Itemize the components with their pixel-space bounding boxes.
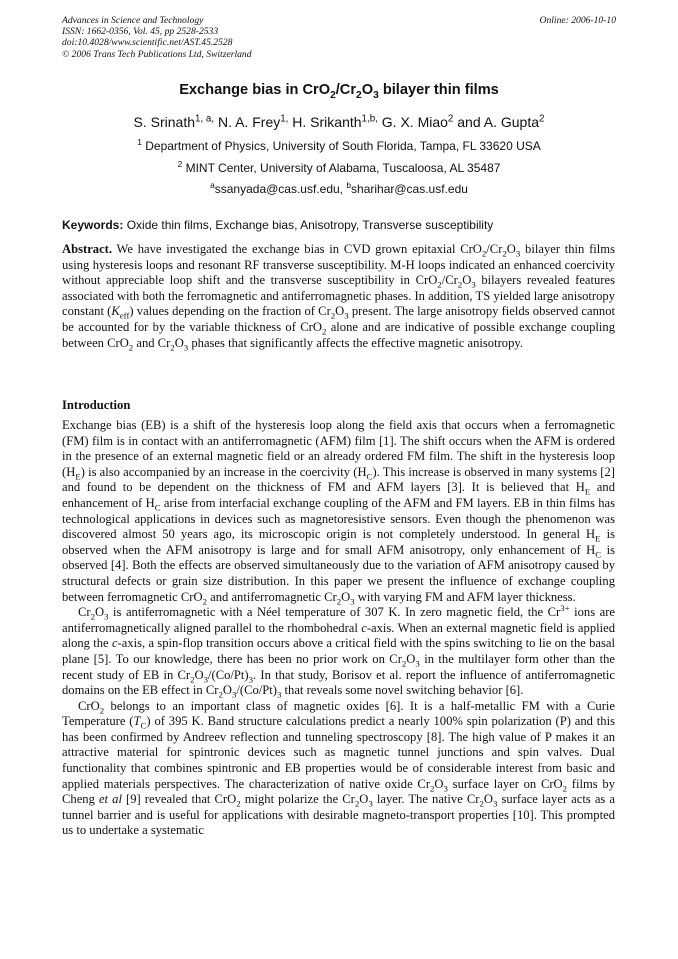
abstract: Abstract. We have investigated the exchange bias in CVD grown epitaxial $CrO_2/Cr_2O_3$ bilayer thin films using hysteresis loops and resonant RF transverse susceptibility. M-H loops indicated an enhanced coercivity without appreciable loop shift and the transverse susceptibility in $CrO_2/Cr_2O_3$ bilayers revealed features associated with both the ferromagnetic and antiferromagnetic phases. In addition, TS yielded large anisotropy constant $(K_{eff})$ values depending on the fraction of $Cr_2O_3$ present. The large anisotropy fields observed cannot be accounted for by the variable thickness of CrO$_2$ alone and are indicative of possible exchange coupling between CrO$_2$ and $Cr_2O_3$ phases that significantly affects the effective magnetic anisotropy. [62,242,616,353]
issn-line: ISSN: 1662-0356, Vol. 45, pp 2528-2533 [62,26,219,38]
intro-paragraph-2: $Cr_2O_3$ is antiferromagnetic with a Néel temperature of 307 K. In zero magnetic field, the $Cr^{3+}$ ions are antiferromagnetically aligned parallel to the rhombohedral c-axis. When an external magnetic field is applied along the c-axis, a spin-flop transition occurs above a critical field with the spins switching to lie on the basal plane [5]. To our knowledge, there has been no prior work on $Cr_2O_3$ in the multilayer form other than the recent study of EB in $Cr_2O_3/(Co/Pt)_3$. In that study, Borisov et al. report the influence of antiferromagnetic domains on the EB effect in $Cr_2O_3/(Co/Pt)_3$ that reveals some novel switching behavior [6]. [62,602,616,700]
keywords: Keywords: Oxide thin films, Exchange bias, Anisotropy, Transverse susceptibility [62,218,494,232]
journal-header [62,15,252,60]
copyright-line: © 2006 Trans Tech Publications Ltd, Switzerland [62,48,252,60]
author-list: S. Srinath$^{1, a,}$ N. A. Frey$^{1,}$ H. Srikanth$^{1,b,}$ G. X. Miao$^2$ and A. Gupta$^2$ [133,113,545,130]
section-heading-introduction: Introduction [62,398,131,412]
doi-line: doi:10.4028/www.scientific.net/AST.45.2528 [62,37,233,49]
affiliation-2: $^2$ MINT Center, University of Alabama, Tuscaloosa, AL 35487 [177,159,501,175]
intro-paragraph-1: Exchange bias (EB) is a shift of the hysteresis loop along the field axis that occurs when a ferromagnetic (FM) film is in contact with an antiferromagnetic (AFM) film [1]. The shift occurs when the AFM is ordered in the presence of an external magnetic field or an already ordered FM film. The shift in the hysteresis loop $(H_E)$ is also accompanied by an increase in the coercivity $(H_C)$. This increase is observed in many systems [2] and found to be dependent on the thickness of FM and AFM layers [3]. It is believed that $H_E$ and enhancement of $H_C$ arise from interfacial exchange coupling of the AFM and FM layers. EB in thin films has technological applications in devices such as magnetoresistive sensors. Even though the phenomenon was discovered almost 50 years ago, its microscopic origin is not completely understood. In general $H_E$ is observed when the AFM anisotropy is large and for small AFM anisotropy, only enhancement of $H_C$ is observed [4]. Both the effects are observed simultaneously due to the variation of AFM anisotropy caused by structural defects or grain size distribution. In this paper we present the influence of exchange coupling between ferromagnetic CrO$_2$ and antiferromagnetic $Cr_2O_3$ with varying FM and AFM layer thickness. [62,418,615,607]
affiliation-1: $^1$ Department of Physics, University of South Florida, Tampa, FL 33620 USA [137,137,541,153]
introduction-body [62,418,615,839]
online-date: Online: 2006-10-10 [539,15,616,26]
journal-name: Advances in Science and Technology [62,15,204,26]
intro-paragraph-3: CrO$_2$ belongs to an important class of magnetic oxides [6]. It is a half-metallic FM with a Curie Temperature $(T_C)$ of 395 K. Band structure calculations predict a nearly 100% spin polarization (P) and this has been confirmed by Andreev reflection and tunneling spectroscopy [8]. The high value of P makes it an attractive material for spintronic devices such as magnetic tunnel junctions and spin valves. Dual functionality that combines spintronic and EB properties would be of considerable interest from basic and applied materials perspectives. The characterization of native oxide $Cr_2O_3$ surface layer on CrO$_2$ films by Cheng et al [9] revealed that CrO$_2$ might polarize the $Cr_2O_3$ layer. The native $Cr_2O_3$ surface layer acts as a tunnel barrier and is useful for applications with desirable magneto-transport properties [10]. This prompted us to undertake a systematic [62,698,616,838]
email-line: $^a$ssanyada@cas.usf.edu, $^b$sharihar@cas.usf.edu [210,180,468,196]
paper-title: Exchange bias in $CrO_2/Cr_2O_3$ bilayer thin films [179,82,499,101]
